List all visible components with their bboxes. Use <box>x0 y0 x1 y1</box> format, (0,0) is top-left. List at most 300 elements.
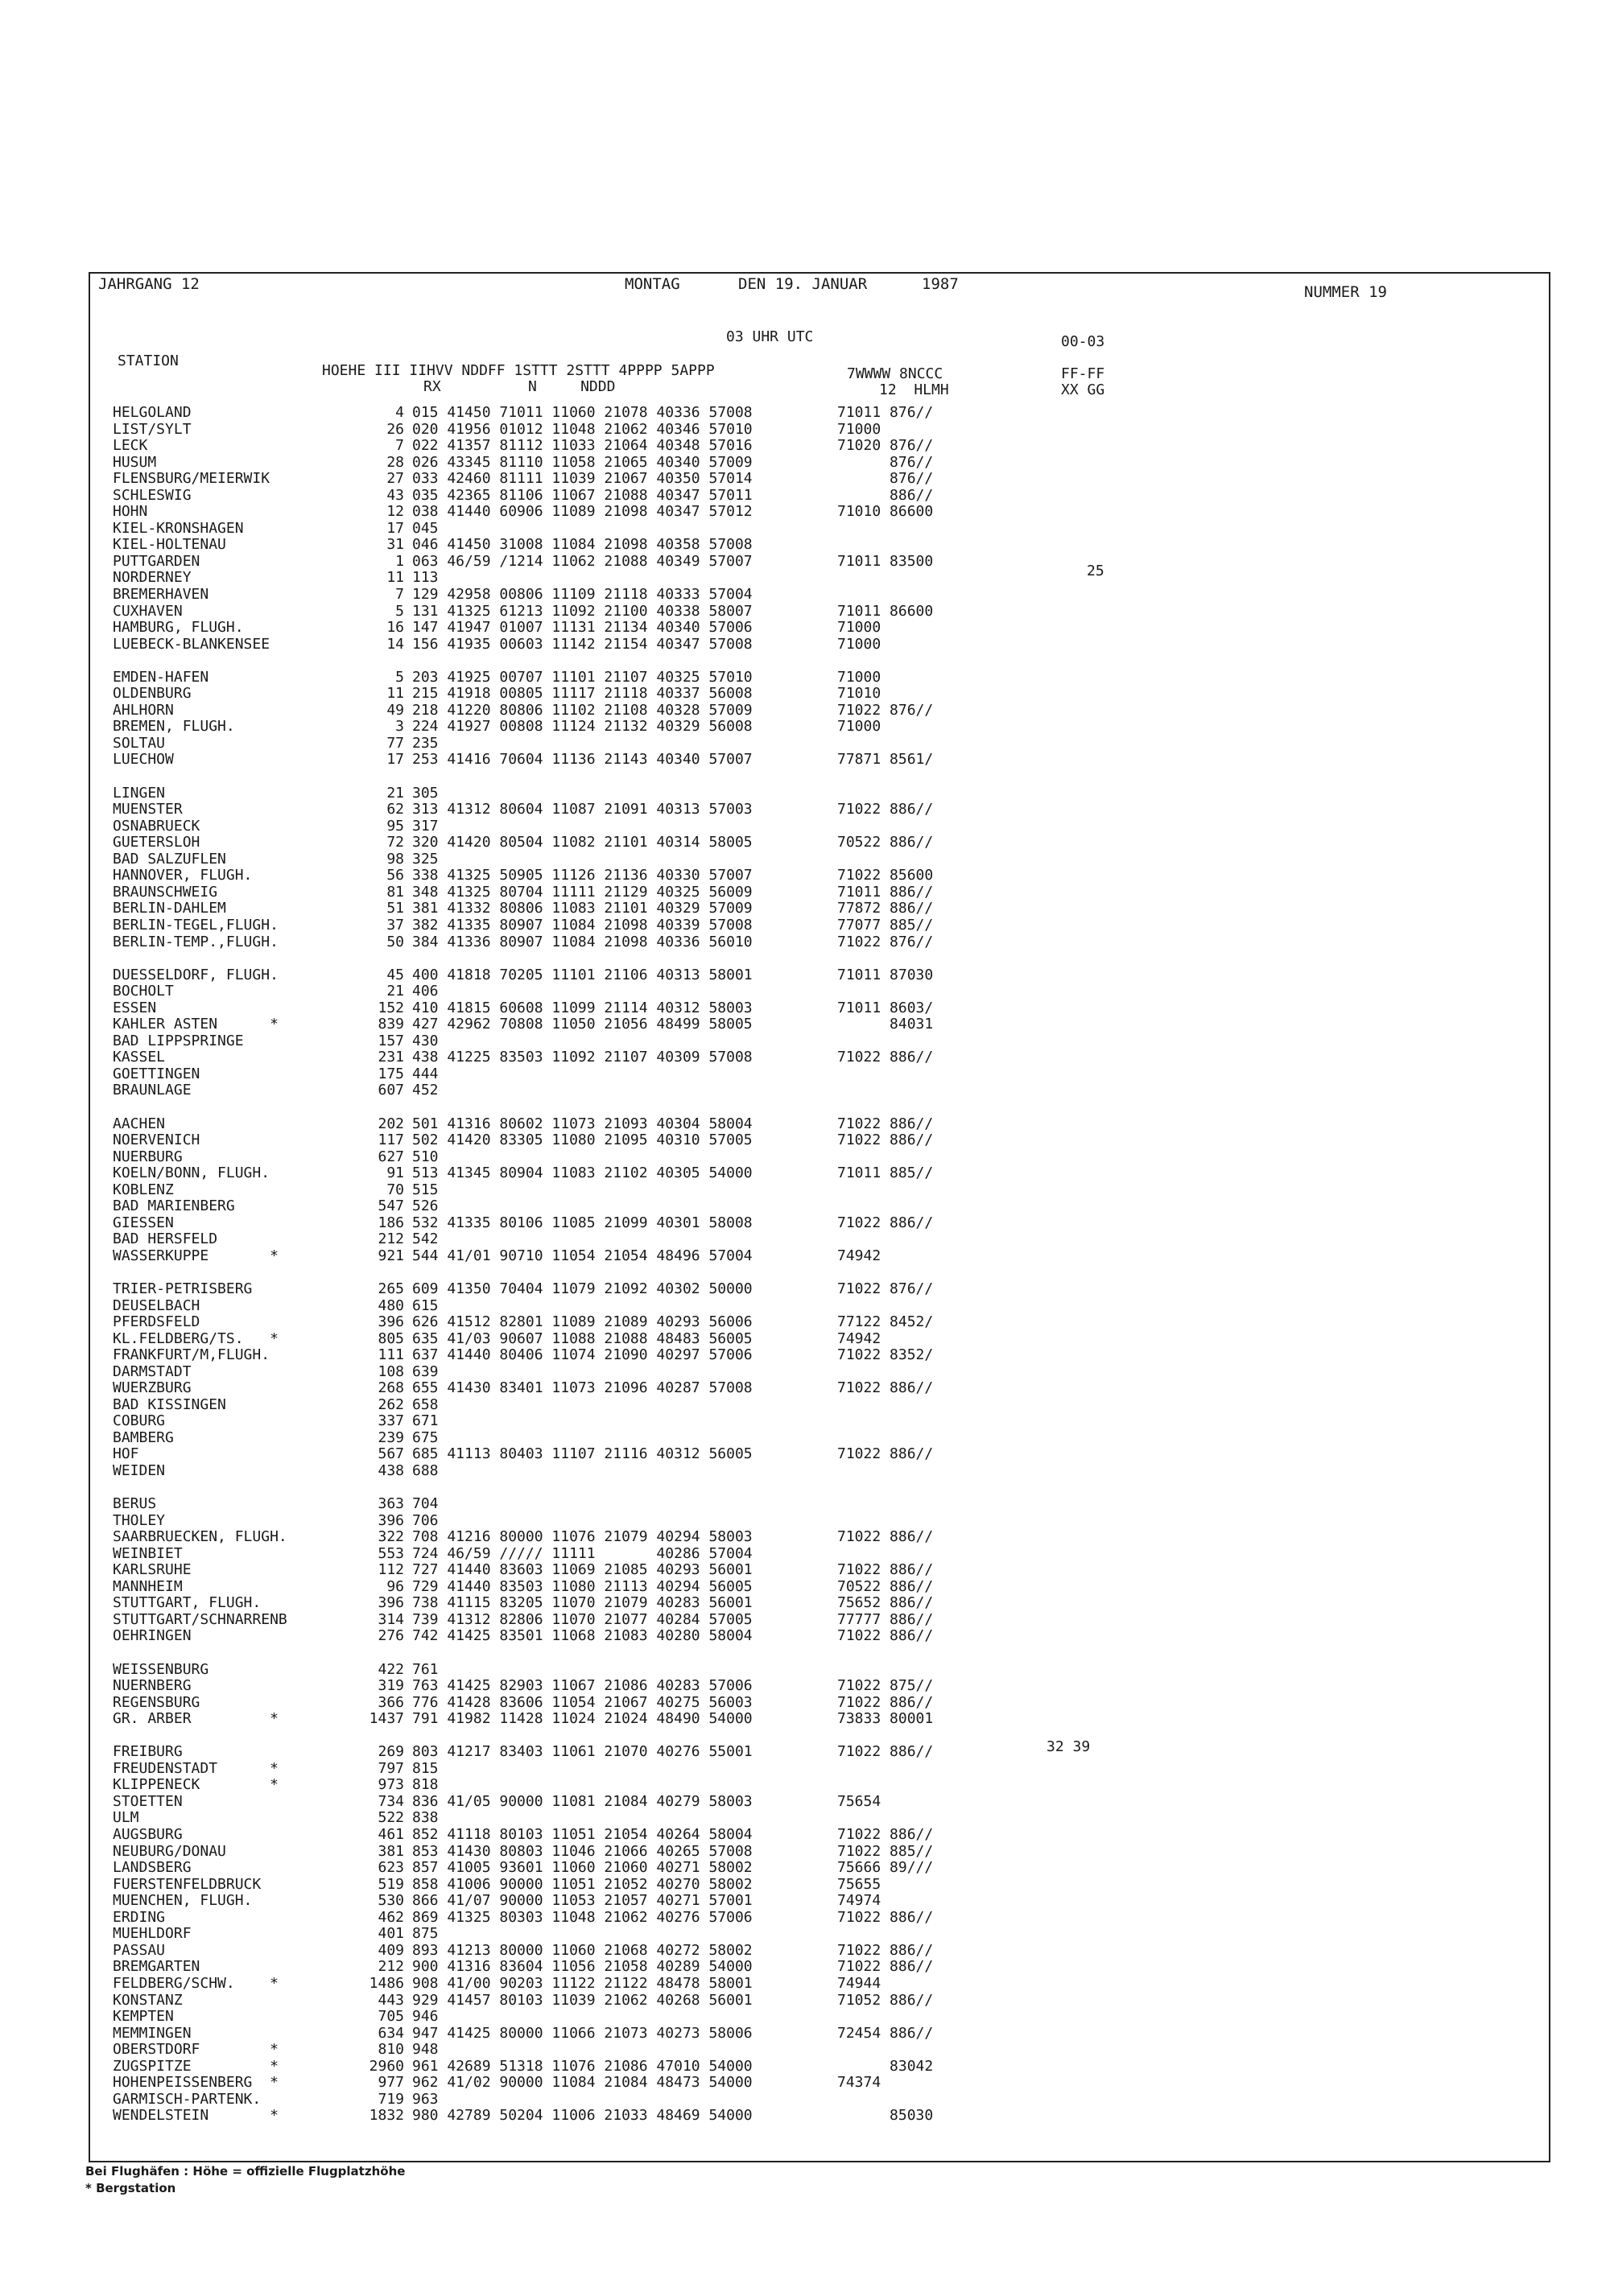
station-height: 443 <box>378 1991 404 2009</box>
station-name: KARLSRUHE <box>113 1561 192 1579</box>
station-name: SOLTAU <box>113 734 166 752</box>
station-name: NOERVENICH <box>113 1132 200 1149</box>
station-height: 839 <box>378 1016 404 1033</box>
station-name: ZUGSPITZE * <box>113 2057 279 2075</box>
station-height: 231 <box>378 1049 404 1066</box>
station-name: PUTTGARDEN <box>113 552 200 570</box>
weather-groups: 74374 <box>837 2074 881 2092</box>
station-name: BOCHOLT <box>113 983 174 1000</box>
synop-groups: 218 41220 80806 11102 21108 40328 57009 <box>412 701 753 719</box>
interval-label: 00-03 <box>1061 333 1105 350</box>
station-height: 157 <box>378 1032 404 1049</box>
weather-groups: 71022 886// <box>837 1627 934 1645</box>
station-name: HAMBURG, FLUGH. <box>113 619 244 637</box>
station-height: 268 <box>378 1379 404 1397</box>
station-name: BAD LIPPSPRINGE <box>113 1032 244 1049</box>
station-name: CUXHAVEN <box>113 602 183 620</box>
station-name: NUERBURG <box>113 1148 183 1165</box>
station-name: KASSEL <box>113 1049 166 1066</box>
station-height: 522 <box>378 1809 404 1827</box>
synop-groups: 410 41815 60608 11099 21114 40312 58003 <box>412 999 753 1016</box>
station-height: 480 <box>378 1296 404 1314</box>
synop-groups: 838 <box>412 1809 439 1827</box>
weather-groups: 75666 89/// <box>837 1859 934 1877</box>
station-height: 212 <box>378 1230 404 1248</box>
station-name: FELDBERG/SCHW. * <box>113 1974 279 1992</box>
station-height: 98 <box>386 850 404 868</box>
weather-groups: 71022 886// <box>837 801 934 818</box>
synop-groups: 400 41818 70205 11101 21106 40313 58001 <box>412 966 753 983</box>
station-height: 607 <box>378 1082 404 1099</box>
synop-groups: 637 41440 80406 11074 21090 40297 57006 <box>412 1346 753 1364</box>
station-height: 627 <box>378 1148 404 1165</box>
station-height: 973 <box>378 1776 404 1794</box>
ff-column-subheader: XX GG <box>1061 381 1105 398</box>
station-height: 239 <box>378 1428 404 1446</box>
station-name: REGENSBURG <box>113 1693 200 1711</box>
weather-groups: 71020 876// <box>837 437 934 455</box>
synop-groups: 639 <box>412 1362 439 1380</box>
station-name: FREUDENSTADT * <box>113 1759 279 1777</box>
station-name: KL.FELDBERG/TS. * <box>113 1329 279 1347</box>
synop-groups: 671 <box>412 1412 439 1430</box>
station-height: 705 <box>378 2008 404 2026</box>
year: 1987 <box>922 275 959 293</box>
station-name: NEUBURG/DONAU <box>113 1842 226 1860</box>
weather-groups: 71022 886// <box>837 1445 934 1463</box>
station-height: 634 <box>378 2024 404 2042</box>
synop-groups: 658 <box>412 1395 439 1413</box>
station-height: 2960 <box>369 2057 404 2075</box>
station-name: GIESSEN <box>113 1214 174 1231</box>
station-name: LUECHOW <box>113 751 174 769</box>
weather-groups: 77777 886// <box>837 1610 934 1628</box>
weather-groups: 71022 875// <box>837 1677 934 1695</box>
station-height: 96 <box>386 1577 404 1595</box>
synop-groups: 803 41217 83403 11061 21070 40276 55001 <box>412 1743 753 1761</box>
station-name: GUETERSLOH <box>113 834 200 851</box>
station-height: 810 <box>378 2041 404 2059</box>
synop-groups: 038 41440 60906 11089 21098 40347 57012 <box>412 503 753 521</box>
synop-groups: 791 41982 11428 11024 21024 48490 54000 <box>412 1710 753 1728</box>
station-height: 152 <box>378 999 404 1016</box>
station-height: 56 <box>386 867 404 884</box>
station-name: HELGOLAND <box>113 404 192 421</box>
synop-groups: 763 41425 82903 11067 21086 40283 57006 <box>412 1677 753 1695</box>
weather-groups: 71011 886// <box>837 883 934 901</box>
synop-groups: 427 42962 70808 11050 21056 48499 58005 <box>412 1016 753 1033</box>
station-height: 175 <box>378 1065 404 1082</box>
station-height: 1437 <box>369 1710 404 1728</box>
station-height: 462 <box>378 1908 404 1926</box>
synop-groups: 513 41345 80904 11083 21102 40305 54000 <box>412 1164 753 1182</box>
station-name: MUEHLDORF <box>113 1925 192 1943</box>
weather-groups: 71022 876// <box>837 933 934 950</box>
station-height: 117 <box>378 1132 404 1149</box>
weather-groups: 77872 886// <box>837 900 934 917</box>
station-name: AACHEN <box>113 1115 166 1132</box>
station-name: KONSTANZ <box>113 1991 183 2009</box>
station-name: KOELN/BONN, FLUGH. <box>113 1164 270 1182</box>
station-name: NUERNBERG <box>113 1677 192 1695</box>
station-height: 91 <box>386 1164 404 1182</box>
weather-groups: 71011 87030 <box>837 966 934 983</box>
weather-groups: 71022 876// <box>837 1280 934 1297</box>
station-height: 461 <box>378 1826 404 1844</box>
station-name: KLIPPENECK * <box>113 1776 279 1794</box>
station-name: HOHN <box>113 503 148 521</box>
weather-groups: 74942 <box>837 1247 881 1264</box>
station-height: 265 <box>378 1280 404 1297</box>
station-name: AUGSBURG <box>113 1826 183 1844</box>
station-height: 51 <box>386 900 404 917</box>
station-name: BERLIN-TEMP.,FLUGH. <box>113 933 279 950</box>
station-height: 322 <box>378 1528 404 1546</box>
synop-groups: 688 <box>412 1462 439 1479</box>
weather-groups: 71022 886// <box>837 1826 934 1844</box>
station-name: BERLIN-TEGEL,FLUGH. <box>113 916 279 934</box>
station-height: 797 <box>378 1759 404 1777</box>
synop-groups: 235 <box>412 734 439 752</box>
station-height: 805 <box>378 1329 404 1347</box>
synop-groups: 020 41956 01012 11048 21062 40346 57010 <box>412 420 753 438</box>
station-name: COBURG <box>113 1412 166 1430</box>
synop-groups: 727 41440 83603 11069 21085 40293 56001 <box>412 1561 753 1579</box>
code-column-subheader: RX N NDDD <box>423 378 616 395</box>
weather-column-subheader: 12 HLMH <box>879 381 949 398</box>
synop-groups: 893 41213 80000 11060 21068 40272 58002 <box>412 1941 753 1959</box>
station-name: THOLEY <box>113 1511 166 1529</box>
synop-groups: 046 41450 31008 11084 21098 40358 57008 <box>412 536 753 554</box>
station-name: BAD MARIENBERG <box>113 1197 235 1215</box>
station-height: 12 <box>386 503 404 521</box>
weather-groups: 71022 886// <box>837 1941 934 1959</box>
station-name: BAMBERG <box>113 1428 174 1446</box>
station-height: 719 <box>378 2090 404 2108</box>
weather-groups: 75654 <box>837 1792 881 1810</box>
station-name: WENDELSTEIN * <box>113 2107 279 2125</box>
station-name: MANNHEIM <box>113 1577 183 1595</box>
synop-groups: 510 <box>412 1148 439 1165</box>
synop-groups: 729 41440 83503 11080 21113 40294 56005 <box>412 1577 753 1595</box>
synop-groups: 542 <box>412 1230 439 1248</box>
weather-groups: 71022 886// <box>837 1693 934 1711</box>
station-name: STUTTGART/SCHNARRENB <box>113 1610 287 1628</box>
station-height: 567 <box>378 1445 404 1463</box>
station-height: 3 <box>395 718 404 736</box>
station-height: 72 <box>386 834 404 851</box>
synop-groups: 382 41335 80907 11084 21098 40339 57008 <box>412 916 753 934</box>
station-name: KOBLENZ <box>113 1181 174 1198</box>
weather-groups: 71011 876// <box>837 404 934 421</box>
station-height: 49 <box>386 701 404 719</box>
observation-time: 03 UHR UTC <box>726 328 814 345</box>
synop-groups: 866 41/07 90000 11053 21057 40271 57001 <box>412 1892 753 1910</box>
synop-groups: 962 41/02 90000 11084 21084 48473 54000 <box>412 2074 753 2092</box>
station-height: 409 <box>378 1941 404 1959</box>
station-name: BRAUNLAGE <box>113 1082 192 1099</box>
weather-groups: 71000 <box>837 420 881 438</box>
synop-groups: 045 <box>412 519 439 537</box>
weather-groups: 74974 <box>837 1892 881 1910</box>
synop-groups: 147 41947 01007 11131 21134 40340 57006 <box>412 619 753 637</box>
station-name: BRAUNSCHWEIG <box>113 883 218 901</box>
station-height: 363 <box>378 1495 404 1513</box>
synop-groups: 305 <box>412 784 439 802</box>
station-height: 269 <box>378 1743 404 1761</box>
station-name: OSNABRUECK <box>113 817 200 835</box>
station-name: LECK <box>113 437 148 455</box>
synop-groups: 742 41425 83501 11068 21083 40280 58004 <box>412 1627 753 1645</box>
station-column-header: STATION <box>118 352 179 369</box>
station-name: BERUS <box>113 1495 157 1513</box>
weather-groups: 71000 <box>837 718 881 736</box>
weather-groups: 71000 <box>837 635 881 653</box>
station-height: 553 <box>378 1544 404 1562</box>
station-name: LUEBECK-BLANKENSEE <box>113 635 270 653</box>
station-name: KAHLER ASTEN * <box>113 1016 279 1033</box>
station-height: 16 <box>386 619 404 637</box>
weather-groups: 77871 8561/ <box>837 751 934 769</box>
weather-groups: 77122 8452/ <box>837 1313 934 1331</box>
weather-column-header: 7WWWW 8NCCC <box>847 365 943 382</box>
synop-groups: 704 <box>412 1495 439 1513</box>
station-height: 27 <box>386 470 404 488</box>
synop-groups: 708 41216 80000 11076 21079 40294 58003 <box>412 1528 753 1546</box>
station-height: 95 <box>386 817 404 835</box>
synop-groups: 776 41428 83606 11054 21067 40275 56003 <box>412 1693 753 1711</box>
synop-groups: 724 46/59 ///// 11111 40286 57004 <box>412 1544 753 1562</box>
weather-groups: 71022 886// <box>837 1214 934 1231</box>
weather-groups: 71022 886// <box>837 1049 934 1066</box>
station-height: 21 <box>386 784 404 802</box>
synop-groups: 858 41006 90000 11051 21052 40270 58002 <box>412 1875 753 1893</box>
synop-groups: 980 42789 50204 11006 21033 48469 54000 <box>412 2107 753 2125</box>
synop-groups: 406 <box>412 983 439 1000</box>
station-name: WUERZBURG <box>113 1379 192 1397</box>
station-height: 11 <box>386 685 404 703</box>
synop-groups: 313 41312 80604 11087 21091 40313 57003 <box>412 801 753 818</box>
station-height: 262 <box>378 1395 404 1413</box>
synop-groups: 615 <box>412 1296 439 1314</box>
weather-groups: 71022 8352/ <box>837 1346 934 1364</box>
station-height: 202 <box>378 1115 404 1132</box>
station-height: 17 <box>386 751 404 769</box>
synop-groups: 853 41430 80803 11046 21066 40265 57008 <box>412 1842 753 1860</box>
synop-groups: 381 41332 80806 11083 21101 40329 57009 <box>412 900 753 917</box>
station-height: 31 <box>386 536 404 554</box>
synop-groups: 156 41935 00603 11142 21154 40347 57008 <box>412 635 753 653</box>
synop-groups: 033 42460 81111 11039 21067 40350 57014 <box>412 470 753 488</box>
note-puttgarden: 25 <box>1087 563 1104 579</box>
synop-groups: 502 41420 83305 11080 21095 40310 57005 <box>412 1132 753 1149</box>
station-name: BERLIN-DAHLEM <box>113 900 226 917</box>
weather-groups: 71010 86600 <box>837 503 934 521</box>
page-frame <box>89 272 1550 2162</box>
station-height: 62 <box>386 801 404 818</box>
station-height: 7 <box>395 586 404 604</box>
issue-number: NUMMER 19 <box>1304 283 1387 301</box>
synop-groups: 739 41312 82806 11070 21077 40284 57005 <box>412 1610 753 1628</box>
weather-groups: 71052 886// <box>837 1991 934 2009</box>
station-height: 337 <box>378 1412 404 1430</box>
station-name: GOETTINGEN <box>113 1065 200 1082</box>
station-name: HUSUM <box>113 453 157 471</box>
weather-groups: 71022 886// <box>837 1379 934 1397</box>
weather-groups: 71011 86600 <box>837 602 934 620</box>
synop-groups: 963 <box>412 2090 439 2108</box>
station-name: FLENSBURG/MEIERWIK <box>113 470 270 488</box>
synop-groups: 203 41925 00707 11101 21107 40325 57010 <box>412 668 753 686</box>
weather-groups: 70522 886// <box>837 834 934 851</box>
station-height: 366 <box>378 1693 404 1711</box>
station-height: 26 <box>386 420 404 438</box>
synop-groups: 325 <box>412 850 439 868</box>
weather-groups: 77077 885// <box>837 916 934 934</box>
weather-groups: 876// <box>837 470 934 488</box>
synop-groups: 438 41225 83503 11092 21107 40309 57008 <box>412 1049 753 1066</box>
station-height: 108 <box>378 1362 404 1380</box>
station-name: BAD HERSFELD <box>113 1230 218 1248</box>
station-name: LINGEN <box>113 784 166 802</box>
station-height: 547 <box>378 1197 404 1215</box>
station-height: 5 <box>395 602 404 620</box>
station-name: FREIBURG <box>113 1743 183 1761</box>
station-name: GARMISCH-PARTENK. <box>113 2090 262 2108</box>
station-height: 7 <box>395 437 404 455</box>
station-height: 112 <box>378 1561 404 1579</box>
station-name: KIEL-KRONSHAGEN <box>113 519 244 537</box>
weather-groups: 71022 886// <box>837 1528 934 1546</box>
weather-groups: 71000 <box>837 619 881 637</box>
synop-groups: 348 41325 80704 11111 21129 40325 56009 <box>412 883 753 901</box>
station-height: 11 <box>386 569 404 587</box>
station-name: WASSERKUPPE * <box>113 1247 279 1264</box>
synop-groups: 129 42958 00806 11109 21118 40333 57004 <box>412 586 753 604</box>
date: DEN 19. JANUAR <box>738 275 868 293</box>
station-name: WEINBIET <box>113 1544 183 1562</box>
weather-groups: 70522 886// <box>837 1577 934 1595</box>
weather-groups: 886// <box>837 486 934 504</box>
weather-groups: 73833 80001 <box>837 1710 934 1728</box>
synop-groups: 706 <box>412 1511 439 1529</box>
synop-groups: 113 <box>412 569 439 587</box>
station-height: 314 <box>378 1610 404 1628</box>
station-height: 401 <box>378 1925 404 1943</box>
weather-groups: 74942 <box>837 1329 881 1347</box>
station-height: 1486 <box>369 1974 404 1992</box>
station-height: 17 <box>386 519 404 537</box>
synop-groups: 384 41336 80907 11084 21098 40336 56010 <box>412 933 753 950</box>
synop-groups: 685 41113 80403 11107 21116 40312 56005 <box>412 1445 753 1463</box>
station-name: KEMPTEN <box>113 2008 174 2026</box>
station-height: 77 <box>386 734 404 752</box>
synop-groups: 526 <box>412 1197 439 1215</box>
station-name: DEUSELBACH <box>113 1296 200 1314</box>
station-name: LIST/SYLT <box>113 420 192 438</box>
station-name: ESSEN <box>113 999 157 1016</box>
synop-groups: 430 <box>412 1032 439 1049</box>
jahrgang: JAHRGANG 12 <box>98 275 200 293</box>
synop-groups: 948 <box>412 2041 439 2059</box>
synop-groups: 026 43345 81110 11058 21065 40340 57009 <box>412 453 753 471</box>
synop-groups: 875 <box>412 1925 439 1943</box>
station-height: 1 <box>395 552 404 570</box>
station-name: PFERDSFELD <box>113 1313 200 1331</box>
station-name: MUENSTER <box>113 801 183 818</box>
station-height: 623 <box>378 1859 404 1877</box>
station-name: SAARBRUECKEN, FLUGH. <box>113 1528 287 1546</box>
station-height: 21 <box>386 983 404 1000</box>
weather-groups: 75655 <box>837 1875 881 1893</box>
station-name: HANNOVER, FLUGH. <box>113 867 253 884</box>
synop-groups: 452 <box>412 1082 439 1099</box>
station-name: STUTTGART, FLUGH. <box>113 1594 262 1612</box>
station-height: 319 <box>378 1677 404 1695</box>
station-height: 1832 <box>369 2107 404 2125</box>
station-height: 381 <box>378 1842 404 1860</box>
station-name: OLDENBURG <box>113 685 192 703</box>
station-name: GR. ARBER * <box>113 1710 279 1728</box>
station-height: 734 <box>378 1792 404 1810</box>
synop-groups: 224 41927 00808 11124 21132 40329 56008 <box>412 718 753 736</box>
station-name: TRIER-PETRISBERG <box>113 1280 253 1297</box>
weather-groups: 71022 85600 <box>837 867 934 884</box>
weekday: MONTAG <box>625 275 680 293</box>
footnote-airports: Bei Flughäfen : Höhe = offizielle Flugplatzhöhe <box>85 2164 406 2179</box>
synop-groups: 836 41/05 90000 11081 21084 40279 58003 <box>412 1792 753 1810</box>
synop-groups: 532 41335 80106 11085 21099 40301 58008 <box>412 1214 753 1231</box>
code-column-header: HOEHE III IIHVV NDDFF 1STTT 2STTT 4PPPP 5APPP <box>322 362 715 379</box>
station-name: LANDSBERG <box>113 1859 192 1877</box>
weather-groups: 71022 886// <box>837 1743 934 1761</box>
station-name: MUENCHEN, FLUGH. <box>113 1892 253 1910</box>
synop-groups: 215 41918 00805 11117 21118 40337 56008 <box>412 685 753 703</box>
station-height: 977 <box>378 2074 404 2092</box>
synop-groups: 852 41118 80103 11051 21054 40264 58004 <box>412 1826 753 1844</box>
station-height: 5 <box>395 668 404 686</box>
station-height: 519 <box>378 1875 404 1893</box>
synop-groups: 501 41316 80602 11073 21093 40304 58004 <box>412 1115 753 1132</box>
synop-groups: 655 41430 83401 11073 21096 40287 57008 <box>412 1379 753 1397</box>
synop-groups: 035 42365 81106 11067 21088 40347 57011 <box>412 486 753 504</box>
station-height: 530 <box>378 1892 404 1910</box>
synop-groups: 253 41416 70604 11136 21143 40340 57007 <box>412 751 753 769</box>
station-name: EMDEN-HAFEN <box>113 668 209 686</box>
station-name: ERDING <box>113 1908 166 1926</box>
weather-groups: 71022 886// <box>837 1908 934 1926</box>
synop-groups: 635 41/03 90607 11088 21088 48483 56005 <box>412 1329 753 1347</box>
station-name: FUERSTENFELDBRUCK <box>113 1875 262 1893</box>
station-name: BAD KISSINGEN <box>113 1395 226 1413</box>
synop-groups: 961 42689 51318 11076 21086 47010 54000 <box>412 2057 753 2075</box>
station-name: BREMGARTEN <box>113 1958 200 1976</box>
synop-groups: 544 41/01 90710 11054 21054 48496 57004 <box>412 1247 753 1264</box>
synop-groups: 015 41450 71011 11060 21078 40336 57008 <box>412 404 753 421</box>
weather-groups: 71011 885// <box>837 1164 934 1182</box>
weather-groups: 876// <box>837 453 934 471</box>
station-name: OBERSTDORF * <box>113 2041 279 2059</box>
weather-groups: 71000 <box>837 668 881 686</box>
synop-groups: 626 41512 82801 11089 21089 40293 56006 <box>412 1313 753 1331</box>
weather-groups: 85030 <box>837 2107 934 2125</box>
synop-groups: 947 41425 80000 11066 21073 40273 58006 <box>412 2024 753 2042</box>
synop-groups: 908 41/00 90203 11122 21122 48478 58001 <box>412 1974 753 1992</box>
ff-column-header: FF-FF <box>1061 365 1105 382</box>
station-height: 212 <box>378 1958 404 1976</box>
synop-groups: 869 41325 80303 11048 21062 40276 57006 <box>412 1908 753 1926</box>
station-height: 396 <box>378 1511 404 1529</box>
